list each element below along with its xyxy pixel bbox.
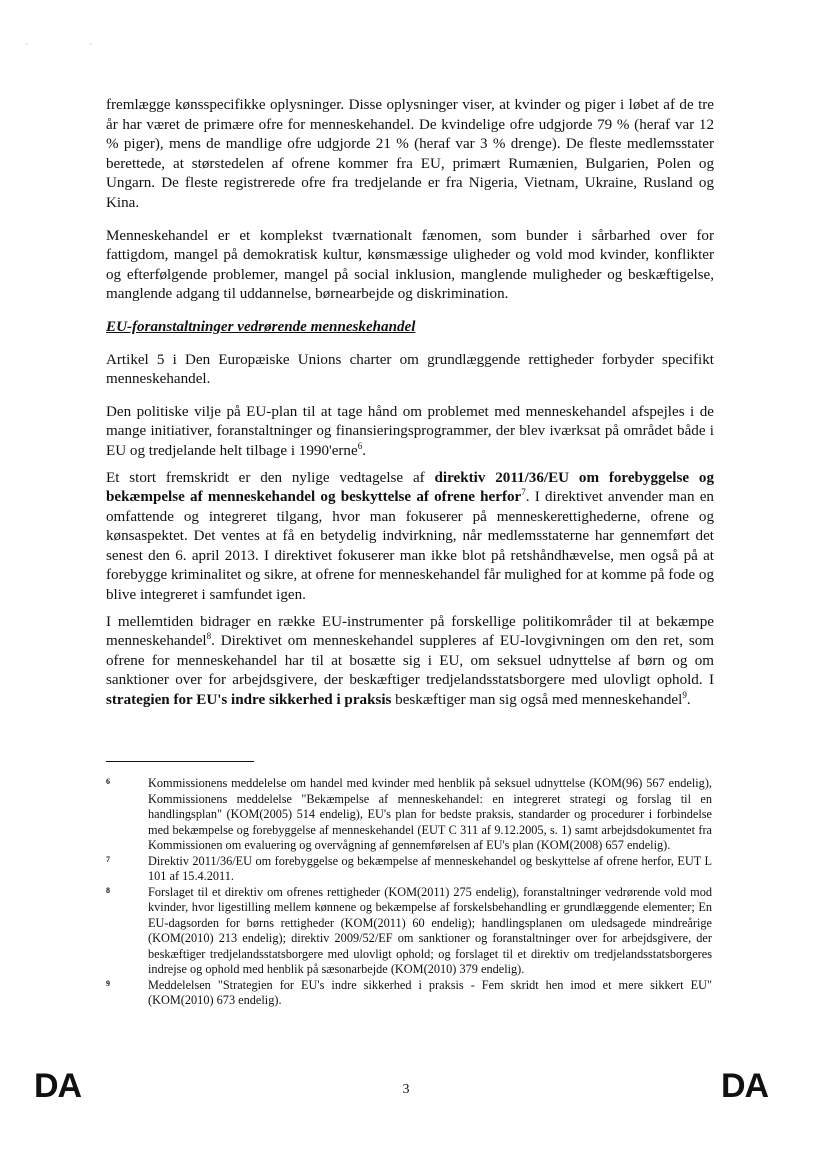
footnote-ref[interactable]: 7: [521, 487, 526, 498]
footnotes: [106, 776, 712, 1009]
footnote-number: 9: [106, 978, 110, 988]
paragraph-article5: Artikel 5 i Den Europæiske Unions charter om grundlæggende rettigheder forbyder specifikt menneskehandel.: [106, 351, 714, 388]
scan-artifact: ,: [90, 38, 92, 46]
footnote-separator: [106, 761, 254, 762]
footnote-number: 8: [106, 885, 110, 895]
paragraph-victims: fremlægge kønsspecifikke oplysninger. Disse oplysninger viser, at kvinder og piger i løbet af de tre år har været de primære ofre for menneskehandel. De kvindelige ofre udgjorde 79 % (heraf var 12 % piger), mens de mandlige ofre udgjorde 21 % (heraf var 3 % drenge). De fleste medlemsstater berettede, at størstedelen af ofrene kommer fra EU, primært Rumænien, Bulgarien, Polen og Ungarn. De fleste registrerede ofre fra tredjelande er fra Nigeria, Vietnam, Ukraine, Rusland og Kina.: [106, 97, 714, 211]
footnote-ref[interactable]: 6: [357, 440, 363, 451]
footnote-number: 7: [106, 854, 110, 864]
footnote-text: Forslaget til et direktiv om ofrenes rettigheder (KOM(2011) 275 endelig), foranstaltninger vedrørende vold mod kvinder, hvor ligestilling mellem kønnene og bekæmpelse af forskelsbehandling er grundlæggende elementer; En EU-dagsorden for børns rettigheder (KOM(2011) 60 endelig); handlingsplanen om uledsagede mindreårige (KOM(2010) 213 endelig); direktiv 2009/52/EF om sanktioner og foranstaltninger over for arbejdsgivere, der beskæftiger tredjelandsstatsborgere med ulovligt ophold; og forslaget til et direktiv om tredjelandsstatsborgeres indrejse og ophold med henblik på sæsonarbejde (KOM(2010) 379 endelig).: [148, 884, 712, 976]
footnote-text: Direktiv 2011/36/EU om forebyggelse og bekæmpelse af menneskehandel og beskyttelse af ofrene herfor, EUT L 101 af 15.4.2011.: [148, 853, 712, 883]
directive-title: direktiv 2011/36/EU om forebyggelse og bekæmpelse af menneskehandel og beskyttelse af ofrene herfor: [106, 469, 714, 506]
footnote: [106, 854, 712, 885]
strategy-title: strategien for EU's indre sikkerhed i praksis: [106, 692, 392, 709]
scan-artifact: ,: [26, 38, 28, 46]
footnote-number: 6: [106, 777, 110, 786]
section-heading: EU-foranstaltninger vedrørende menneskehandel: [106, 318, 416, 335]
paragraph-directive: Et stort fremskridt er den nylige vedtagelse af direktiv 2011/36/EU om forebyggelse og bekæmpelse af menneskehandel og beskyttelse af ofrene herfor$^7$. I direktivet anvender man en omfattende og integreret tilgang, hvor man fokuserer på menneskerettighederne, ofrene og kønsaspektet. Det ventes at få en betydelig indvirkning, når medlemsstaterne har gennemført det senest den 6. april 2013. I direktivet fokuserer man ikke blot på retshåndhævelse, men også på at forebygge kriminalitet og sikre, at ofrene for menneskehandel får mulighed for at komme på fode og blive integreret i samfundet igen.: [106, 469, 714, 604]
footnote: [106, 885, 712, 978]
language-code-right: DA: [721, 1067, 769, 1105]
footnote-text: Meddelelsen "Strategien for EU's indre sikkerhed i praksis - Fem skridt hen imod et mere sikkert EU" (KOM(2010) 673 endelig).: [148, 977, 712, 1007]
paragraph-phenomenon: Menneskehandel er et komplekst tværnationalt fænomen, som bunder i sårbarhed over for fattigdom, mangel på demokratisk kultur, kønsmæssige uligheder og vold mod kvinder, konflikter og efterfølgende problemer, mangel på social inklusion, manglende muligheder og beskæftigelse, manglende adgang til uddannelse, børnearbejde og diskrimination.: [106, 227, 714, 303]
footnote: [106, 978, 712, 1009]
language-code-left: DA: [34, 1067, 82, 1105]
page-number: 3: [402, 1082, 410, 1097]
footnote-text: Kommissionens meddelelse om handel med kvinder med henblik på seksuel udnyttelse (KOM(96) 567 endelig), Kommissionens meddelelse "Bekæmpelse af menneskehandel: en integreret strategi og forslag til en handlingsplan" (KOM(2005) 514 endelig), EU's plan for bedste praksis, standarder og procedurer i forbindelse med bekæmpelse og forebyggelse af menneskehandel (EUT C 311 af 9.12.2005, s. 1) samt arbejdsdokumentet fra Kommissionen om evaluering og overvågning af gennemførelsen af EU's plan (KOM(2008) 657 endelig).: [148, 776, 712, 852]
footnote-ref[interactable]: 8: [206, 631, 212, 642]
paragraph-political-will: Den politiske vilje på EU-plan til at tage hånd om problemet med menneskehandel afspejles i de mange initiativer, foranstaltninger og finansieringsprogrammer, der blev iværksat på området både i EU og tredjelande helt tilbage i 1990'erne$^6$.: [106, 403, 714, 459]
footnote-ref[interactable]: 9: [682, 690, 687, 700]
footnote: [106, 776, 712, 854]
paragraph-eu-instruments: I mellemtiden bidrager en række EU-instrumenter på forskellige politikområder til at bekæmpe menneskehandel$^8$. Direktivet om menneskehandel suppleres af EU-lovgivningen om den ret, som ofrene for menneskehandel har til at bosætte sig i EU, om seksuel udnyttelse af børn og om sanktioner over for arbejdsgivere, der beskæftiger tredjelandsstatsborgere med ulovligt ophold. I strategien for EU's indre sikkerhed i praksis beskæftiger man sig også med menneskehandel$^9$.: [106, 613, 714, 709]
main-text: [106, 96, 714, 724]
